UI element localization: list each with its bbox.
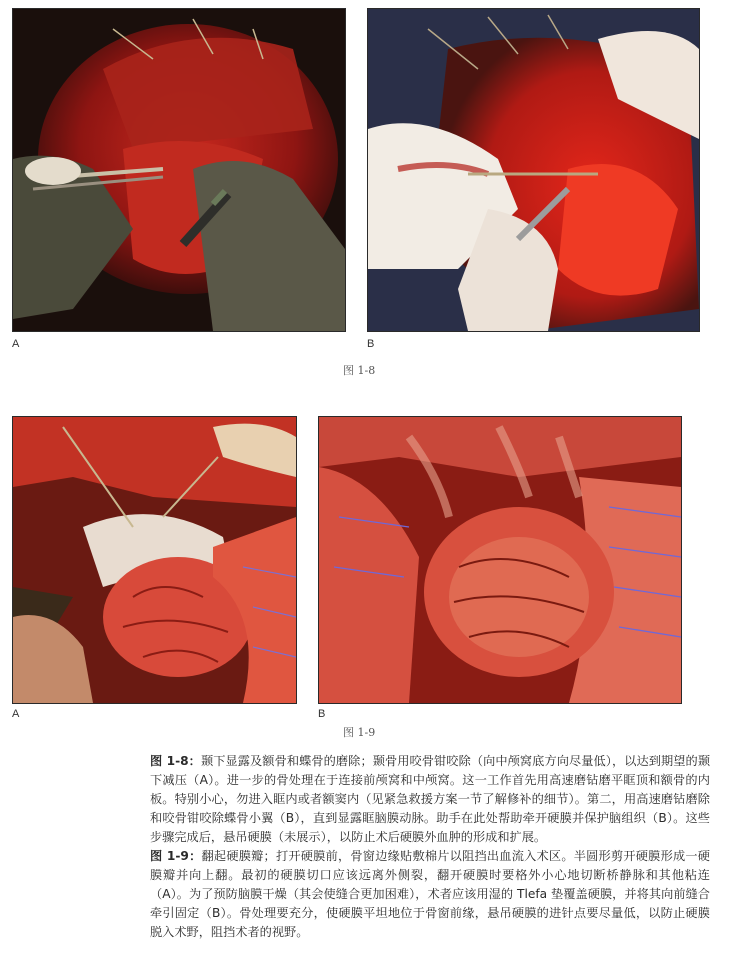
figure-1-9-label: 图 1-9 [343,726,376,739]
figure-1-9-panel-a-photo [12,416,297,704]
figure-caption-block [150,752,710,942]
caption-ref-1-9: 图 1-9： [150,849,202,863]
figure-1-8-label: 图 1-8 [343,364,376,377]
caption-ref-1-8: 图 1-8： [150,754,201,768]
panel-letter-a: A [12,338,20,350]
figure-1-9-panel-b-photo [318,416,682,704]
surgical-photo-image [319,417,681,703]
figure-1-8-panel-b-photo [367,8,700,332]
caption-text-1-9: 翻起硬膜瓣；打开硬膜前，骨窗边缘贴敷棉片以阻挡出血流入术区。半圆形剪开硬膜形成一硬膜瓣并向上翻。最初的硬膜切口应该远离外侧裂，翻开硬膜时要格外小心地切断桥静脉和其他粘连（A）。为了预防脑膜干燥（其会使缝合更加困难），术者应该用湿的 Tlefa 垫覆盖硬膜，并将其向前缝合牵引固定（B）。骨处理要充分，使硬膜平坦地位于骨窗前缘，悬吊硬膜的进针点要尽量低，以防止硬膜脱入术野，阻挡术者的视野。 [150,849,710,939]
surgical-photo-image [368,9,699,331]
panel-letter-b: B [367,338,375,350]
panel-letter-a: A [12,708,20,720]
caption-figure-1-8 [150,752,710,847]
caption-text-1-8: 颞下显露及额骨和蝶骨的磨除；颞骨用咬骨钳咬除（向中颅窝底方向尽量低），以达到期望的颞下减压（A）。进一步的骨处理在于连接前颅窝和中颅窝。这一工作首先用高速磨钻磨平眶顶和额骨的内板。特别小心，勿进入眶内或者额窦内（见紧急救援方案一节了解修补的细节）。第二，用高速磨钻磨除和咬骨钳咬除蝶骨小翼（B），直到显露眶脑膜动脉。助手在此处帮助牵开硬膜并保护脑组织（B）。这些步骤完成后，悬吊硬膜（未展示），以防止术后硬膜外血肿的形成和扩展。 [150,754,711,844]
surgical-photo-image [13,9,345,331]
panel-letter-b: B [318,708,326,720]
caption-figure-1-9 [150,847,710,942]
surgical-photo-image [13,417,296,703]
figure-1-8-panel-a-photo [12,8,346,332]
